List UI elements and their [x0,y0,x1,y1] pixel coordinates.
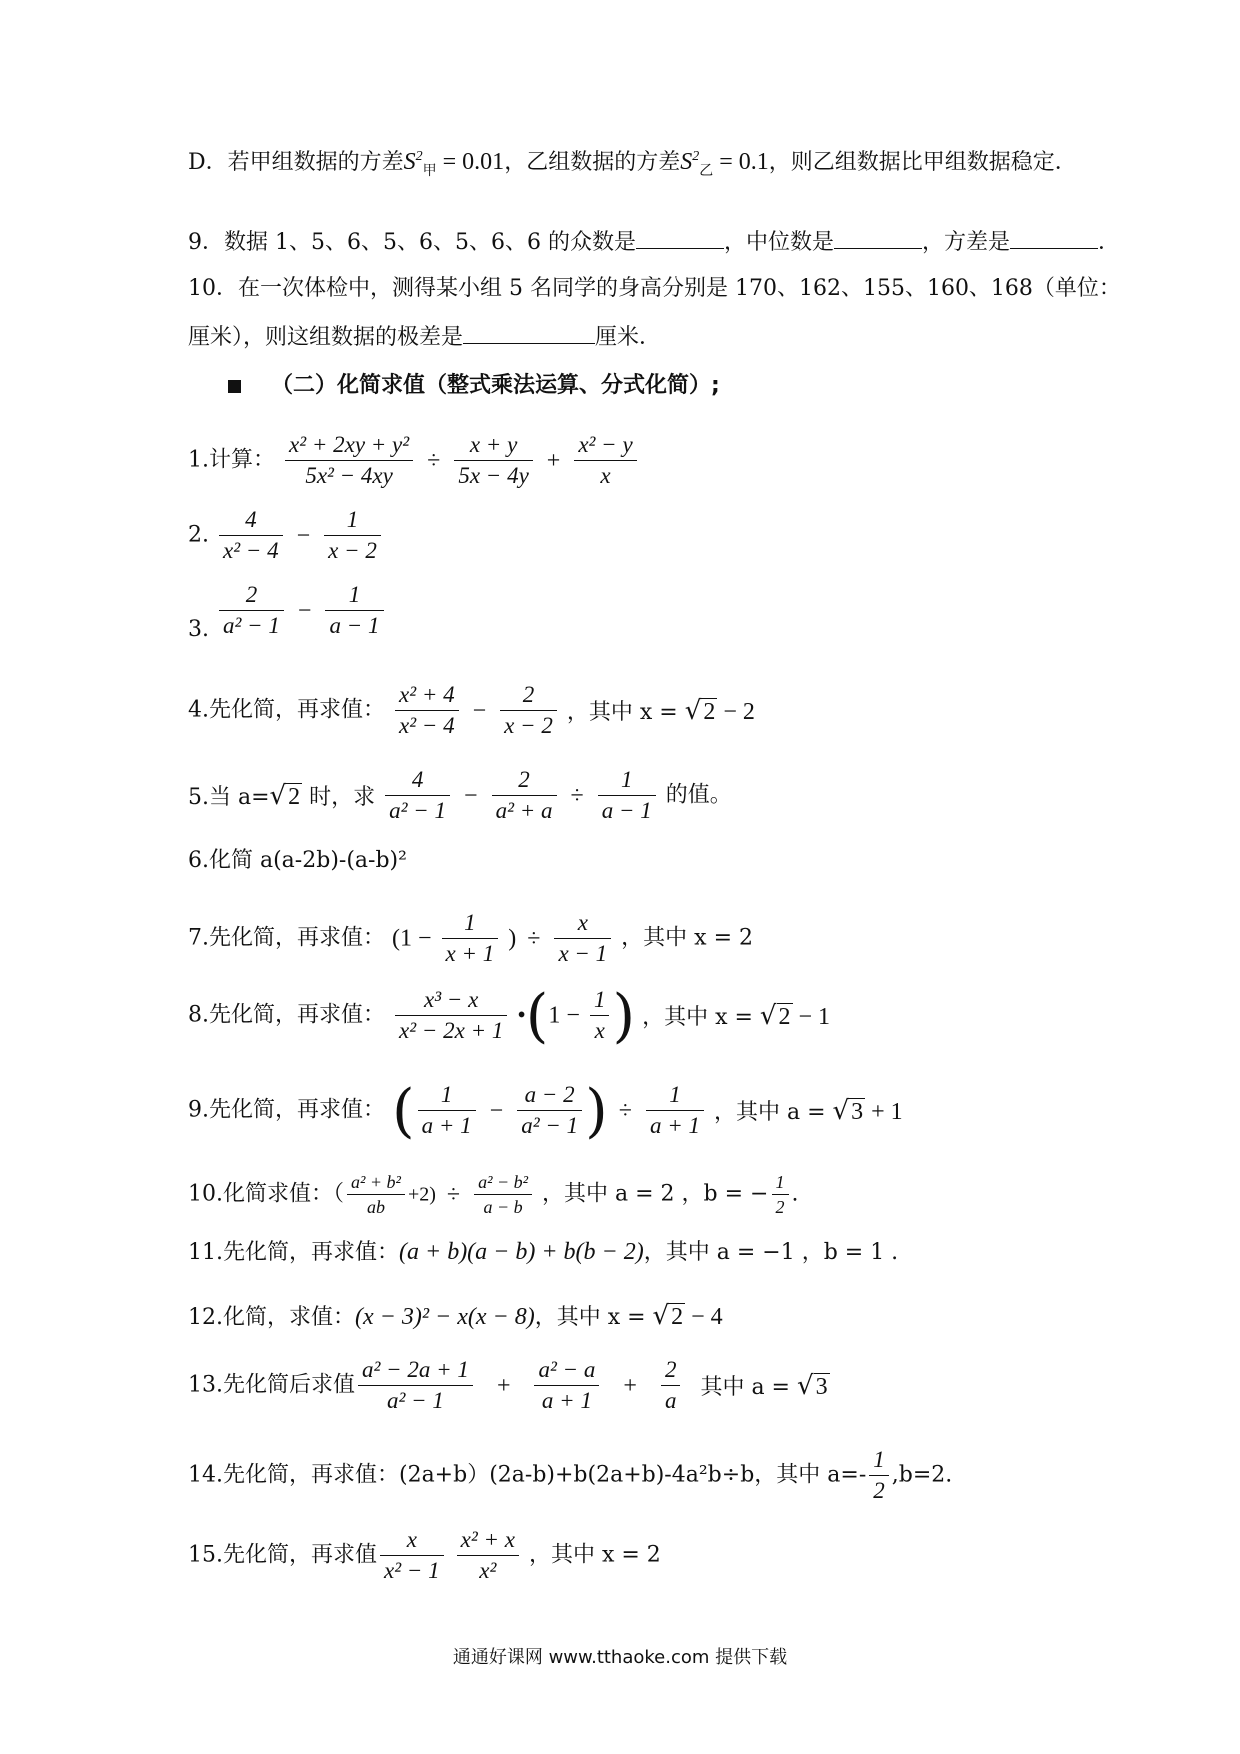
variance-value-jia: = 0.01 [436,149,505,175]
problem-14-label: 14.先化简，再求值：(2a+b）(2a-b)+b(2a+b)-4a²b÷b，其中 a=- [188,1462,867,1488]
problem-14 [188,1445,952,1506]
square-bullet-icon [228,380,241,393]
problem-12-expression: (x − 3)² − x(x − 8) [355,1304,535,1330]
divide-operator: ÷ [446,1181,461,1208]
problem-11-condition: ，其中 a = −1 ，b = 1 . [643,1240,899,1265]
sqrt-icon: √ [796,1370,814,1401]
problem-4 [188,680,755,741]
answer-blank-range[interactable] [463,325,595,344]
problem-10 [188,1170,799,1219]
section-header-text: （二）化简求值（整式乘法运算、分式化简）; [271,373,720,398]
variance-symbol-yi: $S^2_乙$ [680,149,714,179]
fraction: $\frac{\text{x² − y}}{x}$ [574,430,636,491]
big-paren-close: ) [585,1076,608,1145]
fraction: $\frac{1}{a + 1}$ [418,1080,476,1141]
answer-blank-variance[interactable] [1010,230,1098,249]
problem-10-label: 10.化简求值：（ [188,1181,344,1207]
big-paren-open: ( [392,1076,415,1145]
paren-close: ) [508,925,517,952]
plus-operator: + [496,1372,511,1399]
option-d-suffix: ，则乙组数据比甲组数据稳定． [768,150,1077,175]
fraction: $\frac{2}{a}$ [661,1355,681,1416]
minus-operator: − [472,697,487,724]
problem-13-label: 13.先化简后求值 [188,1372,355,1398]
sqrt-icon: √ [759,1000,777,1031]
divide-operator: ÷ [527,925,541,952]
fraction: $\frac{1}{a - 1}$ [598,765,656,826]
plus-operator: + [546,447,561,474]
fraction: $\frac{\text{a² − a}}{a + 1}$ [534,1355,599,1416]
answer-blank-median[interactable] [834,230,922,249]
fraction: $\frac{\text{x² + 2xy + y²}}{\text{5x² − 4xy}}$ [285,430,413,491]
problem-10-condition: ，其中 a = 2 ，b = − [542,1181,769,1207]
problem-3 [188,580,387,641]
problem-15-condition: ，其中 x = 2 [528,1542,661,1568]
fraction: $\frac{\text{x² + 4}}{\text{x² − 4}}$ [395,680,459,741]
sqrt-icon: √ [269,780,287,811]
fraction: $\frac{\text{a² + b²}}{ab}$ [347,1170,405,1219]
problem-12 [188,1303,723,1329]
fraction: $\frac{\text{x² + x}}{\text{x²}}$ [457,1525,519,1586]
problem-10-tail: . [791,1181,799,1207]
problem-7 [188,908,753,969]
variance-value-yi: = 0.1 [713,149,769,175]
question-10-stats-line1 [188,278,1121,300]
fraction: $\frac{a - 2}{\text{a² − 1}}$ [517,1080,582,1141]
fraction: $\frac{1}{x - 2}$ [324,505,381,566]
question-9-stats [188,230,1120,254]
fraction: $\frac{1}{a - 1}$ [325,580,383,641]
q9-text-end: ． [1098,230,1121,255]
question-10-stats-line2 [188,325,661,349]
problem-7-label: 7.先化简，再求值： [188,925,385,951]
divide-operator: ÷ [427,447,441,474]
fraction: $\frac{x + y}{5x - 4y}$ [454,430,532,491]
sqrt-icon: √ [684,695,702,726]
fraction: $\frac{1}{x}$ [590,985,610,1046]
sqrt-icon: √ [652,1301,670,1331]
big-paren-open: ( [525,981,549,1050]
fraction: $\frac{2}{x - 2}$ [500,680,557,741]
fraction: $\frac{1}{x + 1}$ [442,908,499,969]
footer-credit [0,1643,1240,1669]
q10-text-line1: 10．在一次体检中，测得某小组 5 名同学的身高分别是 170、162、155、160、168（单位： [188,276,1121,301]
minus-operator: − [464,782,478,809]
fraction: $\frac{1}{a + 1}$ [646,1080,704,1141]
minus-operator: − [489,1097,504,1124]
problem-5-label: 5.当 a=√2 时，求 [188,780,376,811]
divide-operator: ÷ [570,782,584,809]
fraction: $\frac{x}{\text{x² − 1}}$ [380,1525,444,1586]
problem-13 [188,1355,830,1416]
fraction: $\frac{\text{x³ − x}}{\text{x² − 2x + 1}}$ [395,985,507,1046]
fraction: $\frac{x}{x - 1}$ [554,908,611,969]
answer-blank-mode[interactable] [636,230,724,249]
problem-12-label: 12.化简，求值： [188,1305,355,1330]
problem-12-condition: ，其中 x = √2 − 4 [534,1301,723,1331]
problem-14-tail: ,b=2. [891,1462,953,1488]
q10-text-unit: 厘米． [595,325,662,350]
one-minus: 1 − [548,1002,580,1029]
problem-9-label: 9.先化简，再求值： [188,1097,385,1123]
fraction: $\frac{\text{a² − 2a + 1}}{\text{a² − 1}}$ [358,1355,473,1416]
problem-5-tail: 的值。 [665,782,732,808]
fraction: $\frac{4}{\text{x² − 4}}$ [219,505,283,566]
fraction: $\frac{2}{\text{a² − 1}}$ [219,580,284,641]
problem-4-label: 4.先化简，再求值： [188,697,385,723]
q9-text-mode: 9．数据 1、5、6、5、6、5、6、6 的众数是 [188,230,636,255]
problem-3-label: 3. [188,617,209,642]
multiply-dot: • [517,1002,526,1029]
plus-two: +2) [407,1183,436,1206]
problem-8 [188,981,831,1050]
section-header [228,375,720,397]
fraction: $\frac{2}{\text{a² + a}}$ [492,765,557,826]
problem-13-condition: 其中 a = √3 [700,1370,828,1401]
minus-operator: − [297,597,312,624]
problem-6 [188,850,407,872]
problem-2 [188,505,384,566]
problem-5 [188,765,732,826]
q9-text-variance: ，方差是 [921,230,1010,255]
problem-15 [188,1525,661,1586]
minus-operator: − [296,522,311,549]
problem-11-label: 11.先化简，再求值： [188,1240,399,1265]
plus-operator: + [623,1372,637,1399]
problem-7-condition: ，其中 x = 2 [621,925,753,951]
footer-text: 通通好课网 www.tthaoke.com 提供下载 [452,1647,788,1668]
q9-text-median: ，中位数是 [723,230,834,255]
paren-open: (1 − [392,925,432,952]
fraction: $\frac{1}{2}$ [772,1170,789,1219]
option-d-line [188,150,1077,179]
problem-15-label: 15.先化简，再求值 [188,1542,377,1568]
sqrt-icon: √ [832,1095,850,1126]
problem-1 [188,430,640,491]
fraction: $\frac{1}{2}$ [869,1445,889,1506]
q10-text-range: 厘米），则这组数据的极差是 [188,325,464,350]
problem-8-label: 8.先化简，再求值： [188,1002,385,1028]
problem-9-condition: ，其中 a = √3 + 1 [713,1095,903,1126]
problem-6-text: 6.化简 a(a-2b)-(a-b)² [188,848,407,873]
problem-11-expression: (a + b)(a − b) + b(b − 2) [399,1239,644,1265]
option-d-mid: ，乙组数据的方差 [504,150,681,175]
problem-1-label: 1.计算： [188,447,275,473]
problem-2-label: 2. [188,522,209,548]
problem-11 [188,1240,898,1264]
big-paren-close: ) [612,981,636,1050]
divide-operator: ÷ [618,1097,632,1124]
variance-symbol-jia: $S^2_甲$ [403,149,437,179]
fraction: $\frac{4}{\text{a² − 1}}$ [385,765,450,826]
fraction: $\frac{\text{a² − b²}}{a - b}$ [474,1170,532,1219]
option-d-prefix: D．若甲组数据的方差 [188,150,404,175]
problem-8-condition: ，其中 x = √2 − 1 [642,1000,831,1031]
problem-9 [188,1076,903,1145]
problem-4-condition: ，其中 x = √2 − 2 [566,695,755,726]
